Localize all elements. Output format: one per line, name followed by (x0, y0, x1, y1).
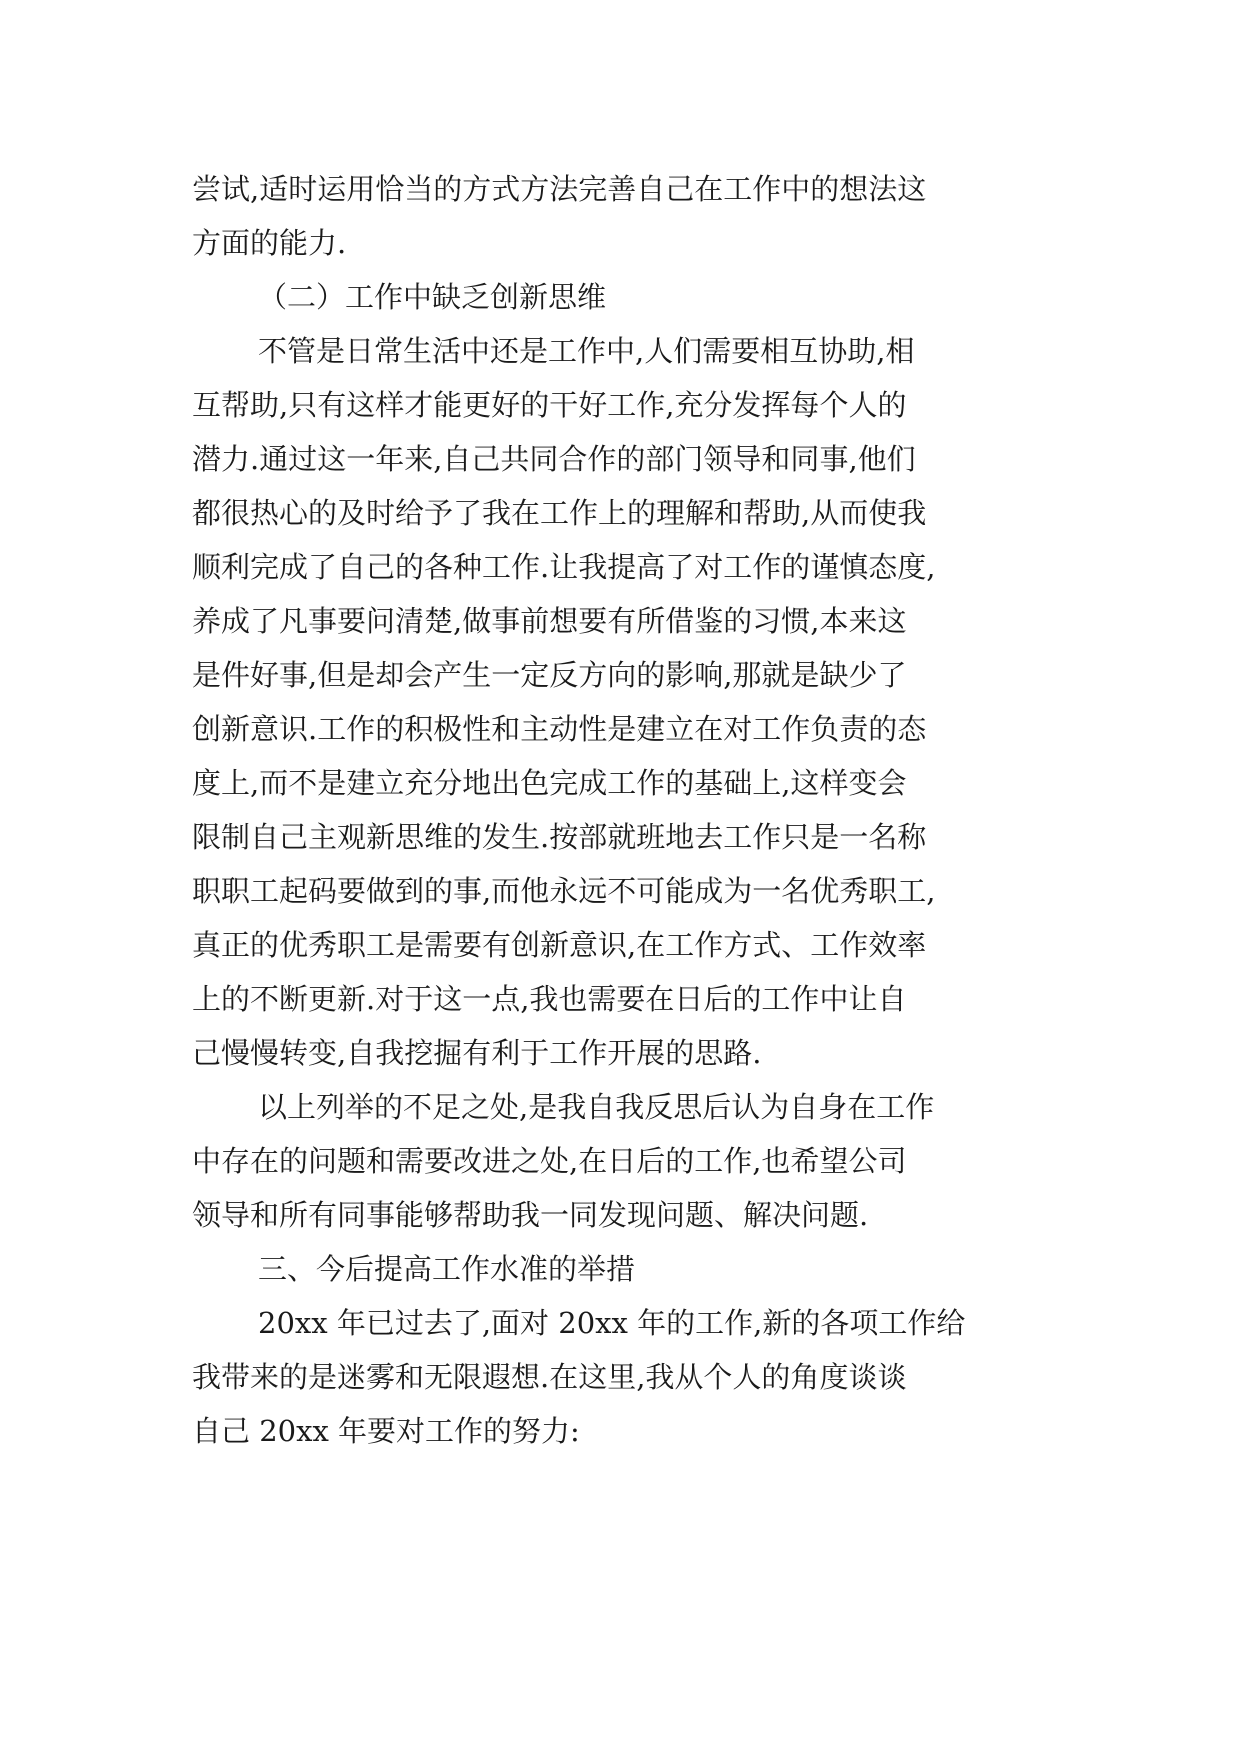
section-heading: （二）工作中缺乏创新思维 (258, 280, 607, 314)
text-line: 潜力.通过这一年来,自己共同合作的部门领导和同事,他们 (192, 442, 916, 476)
text-line: 都很热心的及时给予了我在工作上的理解和帮助,从而使我 (192, 496, 927, 530)
text-line: 顺利完成了自己的各种工作.让我提高了对工作的谨慎态度, (192, 550, 936, 584)
text-line: 养成了凡事要问清楚,做事前想要有所借鉴的习惯,本来这 (192, 604, 907, 638)
text-line: 不管是日常生活中还是工作中,人们需要相互协助,相 (258, 334, 915, 368)
text-line: 以上列举的不足之处,是我自我反思后认为自身在工作 (258, 1090, 935, 1124)
text-line: 尝试,适时运用恰当的方式方法完善自己在工作中的想法这 (192, 172, 927, 206)
text-line: 自己 20xx 年要对工作的努力: (192, 1414, 580, 1448)
text-line: 20xx 年已过去了,面对 20xx 年的工作,新的各项工作给 (258, 1306, 966, 1340)
text-line: 职职工起码要做到的事,而他永远不可能成为一名优秀职工, (192, 874, 936, 908)
text-line: 中存在的问题和需要改进之处,在日后的工作,也希望公司 (192, 1144, 907, 1178)
text-line: 真正的优秀职工是需要有创新意识,在工作方式、工作效率 (192, 928, 927, 962)
text-line: 我带来的是迷雾和无限遐想.在这里,我从个人的角度谈谈 (192, 1360, 907, 1394)
text-line: 限制自己主观新思维的发生.按部就班地去工作只是一名称 (192, 820, 927, 854)
text-line: 创新意识.工作的积极性和主动性是建立在对工作负责的态 (192, 712, 927, 746)
text-line: 度上,而不是建立充分地出色完成工作的基础上,这样变会 (192, 766, 907, 800)
text-line: 是件好事,但是却会产生一定反方向的影响,那就是缺少了 (192, 658, 907, 692)
text-line: 上的不断更新.对于这一点,我也需要在日后的工作中让自 (192, 982, 907, 1016)
text-line: 领导和所有同事能够帮助我一同发现问题、解决问题. (192, 1198, 869, 1232)
text-line: 己慢慢转变,自我挖掘有利于工作开展的思路. (192, 1036, 762, 1070)
text-line: 互帮助,只有这样才能更好的干好工作,充分发挥每个人的 (192, 388, 907, 422)
section-heading: 三、今后提高工作水准的举措 (258, 1252, 636, 1286)
text-line: 方面的能力. (192, 226, 347, 260)
